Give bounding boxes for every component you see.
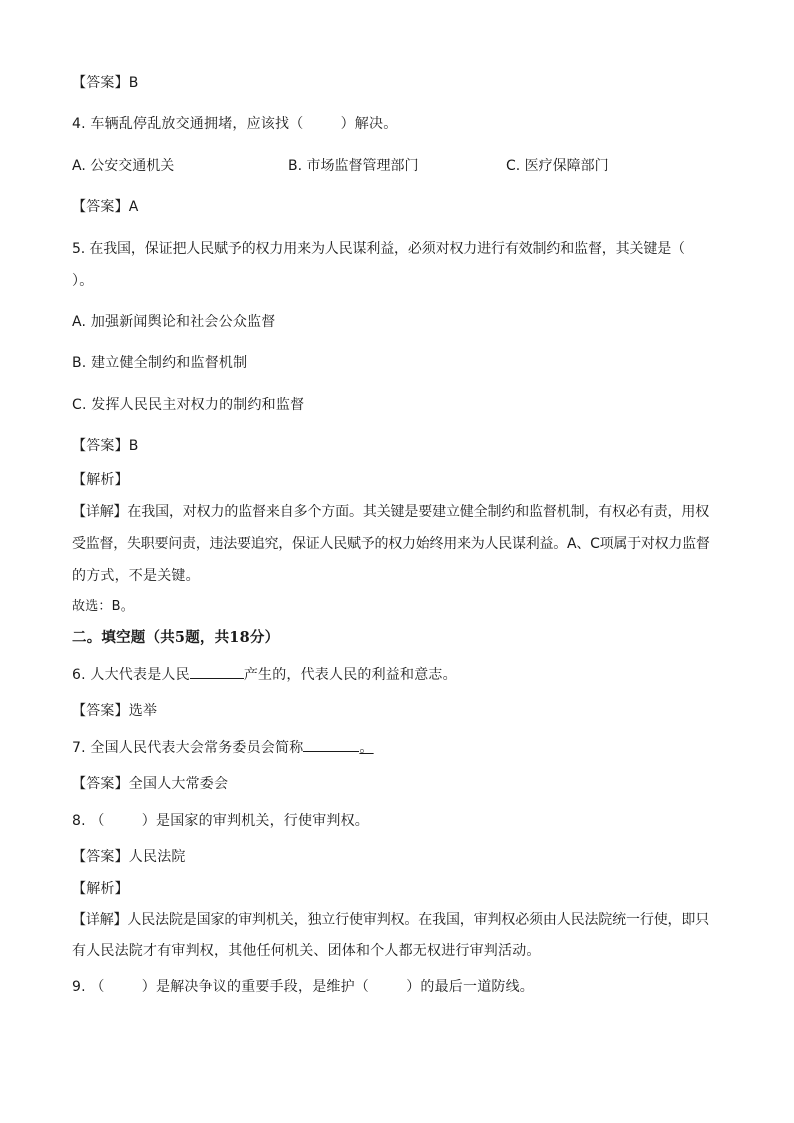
q5-choice: 故选：B。 — [72, 599, 134, 614]
answer-q6: 【答案】选举 — [72, 703, 158, 719]
question-4-stem: 4. 车辆乱停乱放交通拥堵，应该找（ ）解决。 — [72, 116, 398, 132]
q7-blank — [303, 737, 359, 752]
q6-text-after: 产生的，代表人民的利益和意志。 — [243, 667, 457, 683]
question-6 — [72, 664, 457, 685]
q5-detail-line1: 【详解】在我国，对权力的监督来自多个方面。其关键是要建立健全制约和监督机制，有权必有责，用权 — [72, 504, 710, 520]
q5-detail-line2: 受监督，失职要问责，违法要追究，保证人民赋予的权力始终用来为人民谋利益。A、C项属于对权力监督 — [72, 536, 710, 552]
q5-option-c: C. 发挥人民民主对权力的制约和监督 — [72, 397, 305, 413]
q4-option-b: B. 市场监督管理部门 — [288, 158, 419, 174]
q8-detail-line1: 【详解】人民法院是国家的审判机关，独立行使审判权。在我国，审判权必须由人民法院统一行使，即只 — [72, 912, 710, 928]
q7-text-after: 。 — [359, 740, 374, 756]
section-2-title: 二。填空题（共5题，共18分） — [72, 629, 280, 646]
answer-q4: 【答案】A — [72, 199, 139, 215]
q5-detail-line3: 的方式，不是关键。 — [72, 568, 200, 584]
answer-q8: 【答案】人民法院 — [72, 849, 186, 865]
question-7 — [72, 737, 374, 758]
q4-option-a: A. 公安交通机关 — [72, 158, 175, 174]
answer-q7: 【答案】全国人大常委会 — [72, 776, 229, 792]
q5-option-a: A. 加强新闻舆论和社会公众监督 — [72, 314, 276, 330]
question-5-stem-line2: ）。 — [72, 273, 94, 289]
analysis-label-q5: 【解析】 — [72, 472, 129, 488]
q7-text-before: 7. 全国人民代表大会常务委员会简称 — [72, 740, 304, 756]
q5-option-b: B. 建立健全制约和监督机制 — [72, 355, 248, 371]
answer-q5: 【答案】B — [72, 438, 139, 454]
answer-q3: 【答案】B — [72, 75, 139, 91]
q8-detail-line2: 有人民法院才有审判权，其他任何机关、团体和个人都无权进行审判活动。 — [72, 943, 541, 959]
q6-blank — [190, 664, 244, 679]
question-9-stem: 9. （ ）是解决争议的重要手段，是维护（ ）的最后一道防线。 — [72, 979, 535, 995]
analysis-label-q8: 【解析】 — [72, 881, 129, 897]
question-5-stem-line1: 5. 在我国，保证把人民赋予的权力用来为人民谋利益，必须对权力进行有效制约和监督，其关键是（ — [72, 241, 685, 257]
q4-option-c: C. 医疗保障部门 — [506, 158, 609, 174]
q6-text-before: 6. 人大代表是人民 — [72, 667, 190, 683]
question-8-stem: 8. （ ）是国家的审判机关，行使审判权。 — [72, 813, 370, 829]
